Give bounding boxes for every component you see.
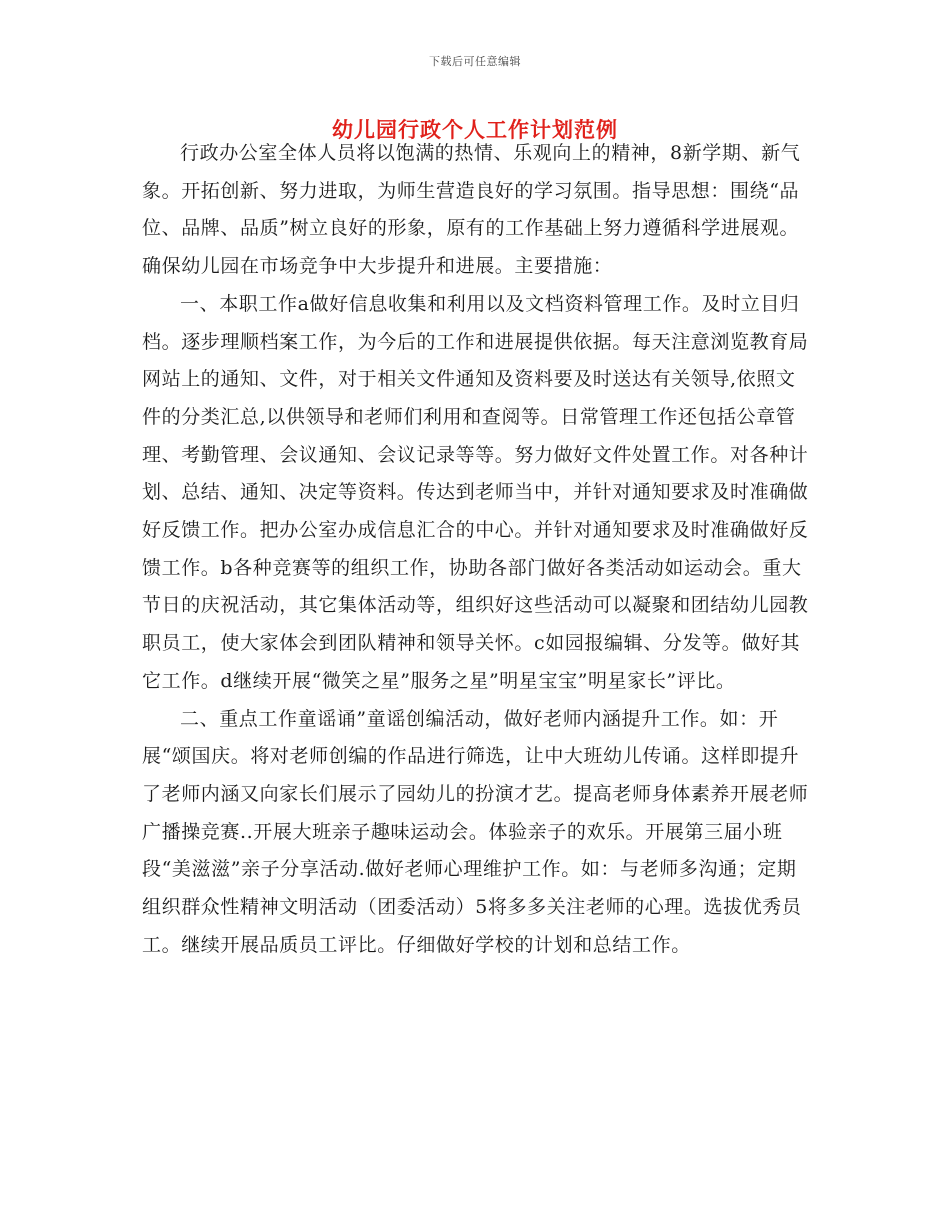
document-title: 幼儿园行政个人工作计划范例 bbox=[332, 117, 618, 142]
paragraph-intro: 行政办公室全体人员将以饱满的热情、乐观向上的精神，8新学期、新气象。开拓创新、努力进取，为师生营造良好的学习氛围。指导思想：围绕“品位、品牌、品质”树立良好的形象，原有的工作基础上努力遵循科学进展观。确保幼儿园在市场竞争中大步提升和进展。主要措施： bbox=[142, 142, 801, 278]
paragraph-section-two: 二、重点工作童谣诵”童谣创编活动，做好老师内涵提升工作。如：开展“颂国庆。将对老师创编的作品进行筛选，让中大班幼儿传诵。这样即提升了老师内涵又向家长们展示了园幼儿的扮演才艺。提高老师身体素养开展老师广播操竞赛..开展大班亲子趣味运动会。体验亲子的欢乐。开展第三届小班段“美滋滋”亲子分享活动.做好老师心理维护工作。如：与老师多沟通；定期组织群众性精神文明活动（团委活动）5将多多关注老师的心理。选拔优秀员工。继续开展品质员工评比。仔细做好学校的计划和总结工作。 bbox=[142, 707, 809, 956]
header-note: 下载后可任意编辑 bbox=[429, 55, 521, 68]
paragraph-section-one: 一、本职工作a做好信息收集和利用以及文档资料管理工作。及时立目归档。逐步理顺档案工作，为今后的工作和进展提供依据。每天注意浏览教育局网站上的通知、文件，对于相关文件通知及资料要及时送达有关领导,依照文件的分类汇总,以供领导和老师们利用和查阅等。日常管理工作还包括公章管理、考勤管理、会议通知、会议记录等等。努力做好文件处置工作。对各种计划、总结、通知、决定等资料。传达到老师当中，并针对通知要求及时准确做好反馈工作。把办公室办成信息汇合的中心。并针对通知要求及时准确做好反馈工作。b各种竞赛等的组织工作，协助各部门做好各类活动如运动会。重大节日的庆祝活动，其它集体活动等，组织好这些活动可以凝聚和团结幼儿园教职员工，使大家体会到团队精神和领导关怀。c如园报编辑、分发等。做好其它工作。d继续开展“微笑之星”服务之星”明星宝宝”明星家长”评比。 bbox=[142, 292, 809, 692]
document-body bbox=[142, 135, 814, 964]
